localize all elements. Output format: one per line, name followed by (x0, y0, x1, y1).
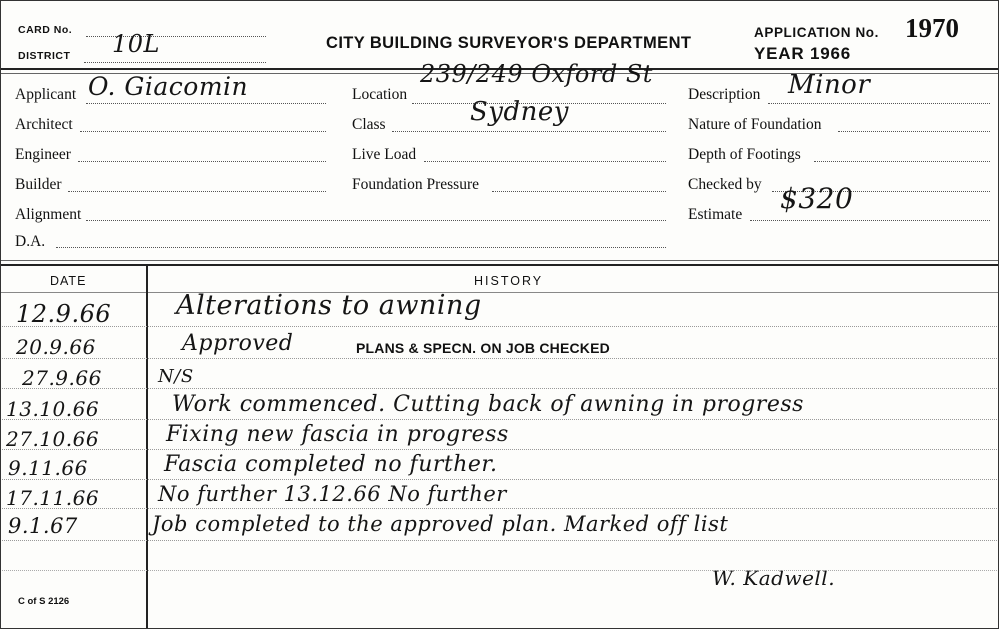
history-entry: N/S (158, 366, 194, 387)
year-label: YEAR 1966 (754, 44, 851, 63)
history-date: 17.11.66 (6, 486, 100, 510)
alignment-label: Alignment (15, 206, 82, 223)
location-value-line-2: Sydney (470, 97, 569, 127)
applicant-value: O. Giacomin (88, 72, 249, 101)
application-no: 1970 (905, 13, 959, 43)
history-entry: Alterations to awning (176, 290, 482, 321)
district-label: DISTRICT (18, 50, 71, 62)
location-label: Location (352, 86, 408, 103)
history-entry: Approved (182, 331, 294, 356)
estimate-value: $320 (780, 182, 854, 215)
history-date: 9.11.66 (8, 456, 88, 480)
application-no-label: APPLICATION No. (754, 25, 879, 40)
architect-label: Architect (15, 116, 73, 133)
estimate-label: Estimate (688, 206, 743, 223)
date-column-header: DATE (50, 274, 87, 288)
description-label: Description (688, 86, 761, 103)
checked-by-label: Checked by (688, 176, 762, 193)
history-date: 9.1.67 (8, 514, 78, 538)
history-entry: Fixing new fascia in progress (166, 422, 509, 447)
history-date: 13.10.66 (6, 397, 100, 421)
class-label: Class (352, 116, 386, 133)
builder-label: Builder (15, 176, 62, 193)
history-entry: Job completed to the approved plan. Marked off list (152, 512, 729, 536)
depth-of-footings-label: Depth of Footings (688, 146, 801, 163)
da-label: D.A. (15, 233, 46, 250)
location-value-line-1: 239/249 Oxford St (420, 60, 653, 88)
department-title: CITY BUILDING SURVEYOR'S DEPARTMENT (326, 34, 692, 52)
history-entry: Work commenced. Cutting back of awning in progress (172, 392, 804, 417)
description-value: Minor (788, 70, 871, 100)
form-code: C of S 2126 (18, 596, 70, 607)
applicant-label: Applicant (15, 86, 77, 103)
live-load-label: Live Load (352, 146, 417, 163)
district-value: 10L (112, 30, 160, 58)
inspector-signature: W. Kadwell. (712, 566, 836, 590)
history-entry: No further 13.12.66 No further (158, 482, 507, 506)
card-no-label: CARD No. (18, 24, 73, 36)
history-entry: Fascia completed no further. (164, 452, 498, 477)
nature-of-foundation-label: Nature of Foundation (688, 116, 822, 133)
history-date: 27.10.66 (6, 427, 100, 451)
history-date: 20.9.66 (16, 335, 96, 359)
foundation-pressure-label: Foundation Pressure (352, 176, 480, 193)
plans-checked-stamp: PLANS & SPECN. ON JOB CHECKED (356, 340, 610, 356)
engineer-label: Engineer (15, 146, 71, 163)
history-date: 27.9.66 (22, 366, 102, 390)
history-column-header: HISTORY (474, 274, 544, 288)
history-date: 12.9.66 (16, 300, 112, 328)
